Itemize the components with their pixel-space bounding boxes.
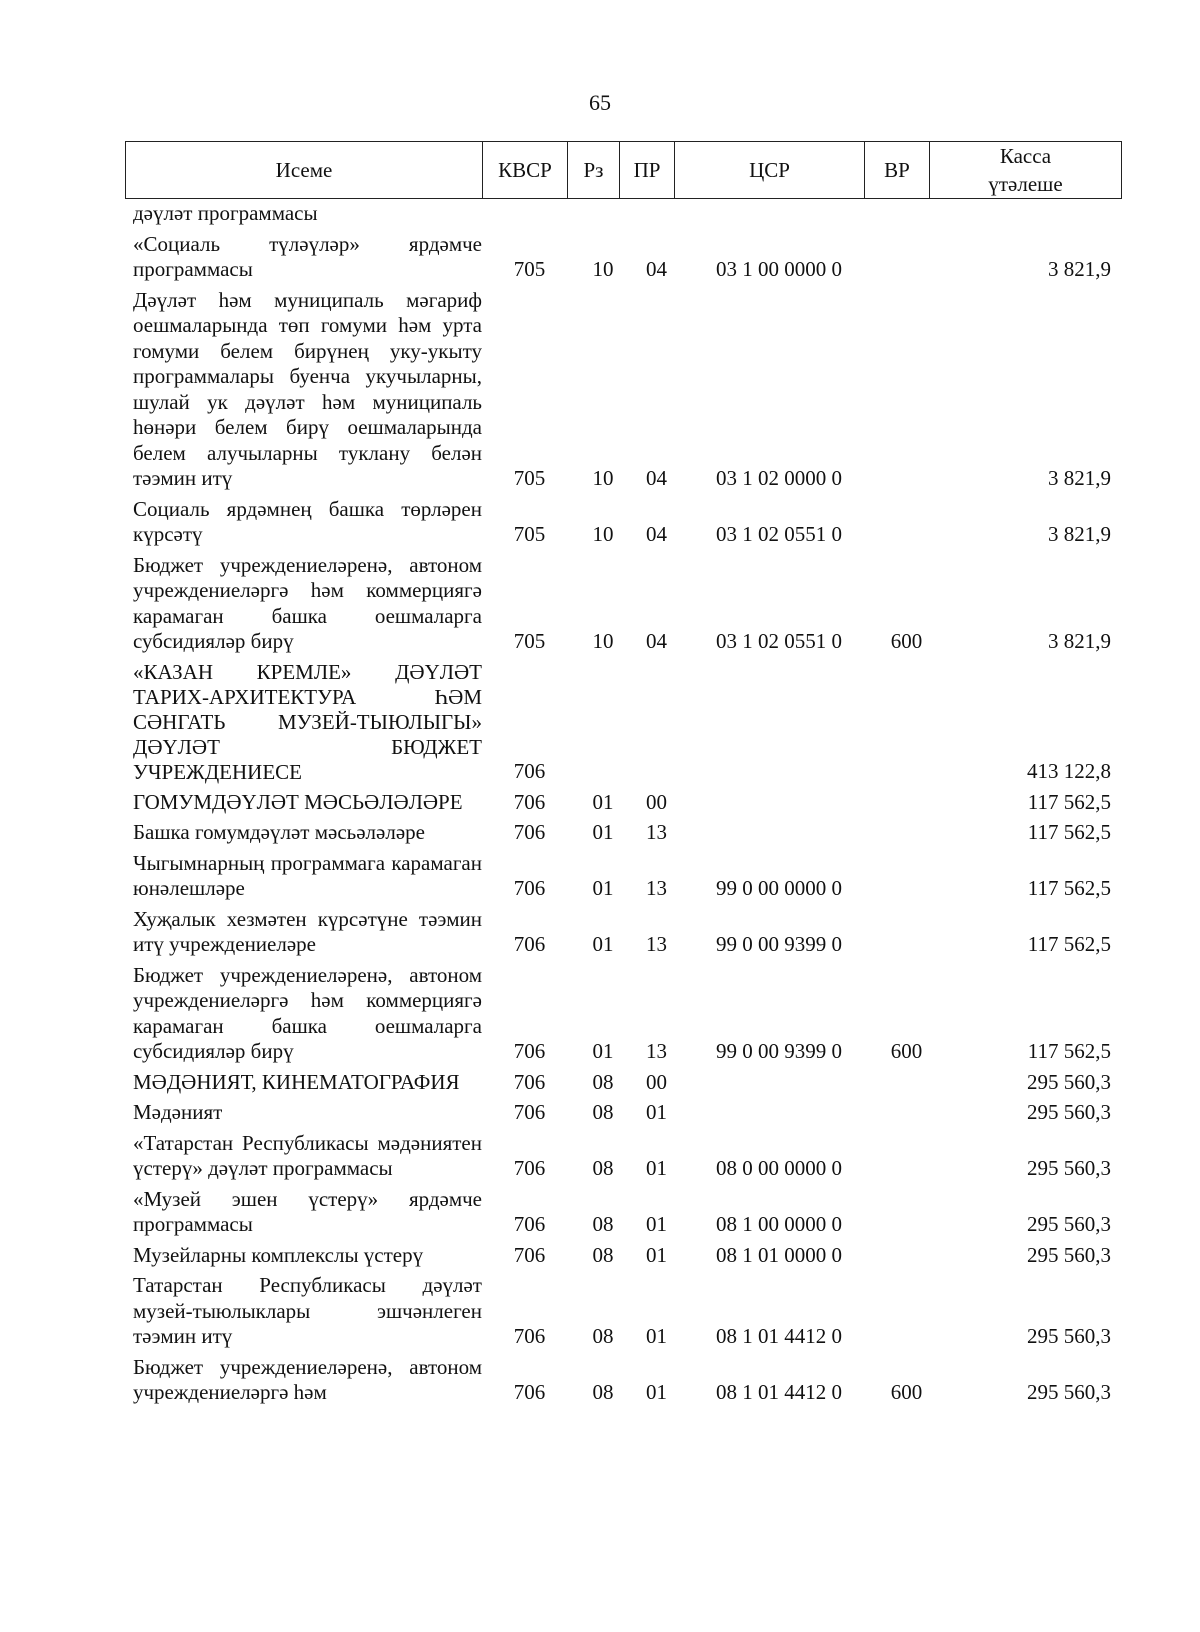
table-row (125, 1100, 1121, 1126)
cell-sum: 3 821,9 (1048, 257, 1111, 281)
cell-vr: 600 (890, 1380, 923, 1404)
cell-kvsr: 706 (513, 759, 546, 783)
table-row (125, 1355, 1121, 1406)
table-row (125, 851, 1121, 902)
cell-kvsr: 706 (513, 1242, 546, 1267)
cell-sum: 295 560,3 (1027, 1242, 1111, 1267)
cell-rz: 10 (592, 257, 614, 281)
cell-csr: 99 0 00 0000 0 (716, 876, 842, 900)
cell-rz: 08 (592, 1242, 614, 1267)
cell-sum: 117 562,5 (1027, 932, 1111, 956)
cell-kvsr: 706 (513, 820, 546, 844)
cell-rz: 01 (592, 932, 614, 956)
cell-name: Социаль ярдәмнең башка төрләрен күрсәтү (133, 496, 482, 546)
table-body (125, 201, 1121, 1411)
page-number: 65 (589, 90, 611, 115)
cell-name: МӘДӘНИЯТ, КИНЕМАТОГРАФИЯ (133, 1070, 460, 1094)
cell-sum: 117 562,5 (1027, 876, 1111, 900)
cell-csr: 99 0 00 9399 0 (716, 932, 842, 956)
cell-rz: 08 (592, 1324, 614, 1348)
cell-name: «Социаль түләүләр» ярдәмче программасы (133, 231, 482, 281)
cell-pr: 01 (646, 1156, 667, 1180)
cell-csr: 08 1 01 4412 0 (716, 1324, 842, 1348)
cell-sum: 117 562,5 (1027, 820, 1111, 844)
cell-sum: 3 821,9 (1048, 466, 1111, 490)
cell-sum: 295 560,3 (1027, 1100, 1111, 1124)
cell-rz: 01 (592, 789, 614, 814)
table-row (125, 1243, 1121, 1269)
cell-csr: 08 1 01 0000 0 (716, 1242, 842, 1267)
cell-pr: 04 (646, 522, 667, 546)
cell-name: «Татарстан Республикасы мәдәниятен үстерү» дәүләт программасы (133, 1130, 482, 1180)
cell-name: Татарстан Республикасы дәүләт музей-тыюлыклары эшчәнлеген тәэмин итү (133, 1273, 482, 1348)
cell-pr: 04 (646, 257, 667, 281)
cell-sum: 295 560,3 (1027, 1324, 1111, 1348)
cell-rz: 08 (592, 1156, 614, 1180)
cell-kvsr: 705 (513, 257, 546, 281)
header-sum-line2: үтәлеше (988, 172, 1063, 196)
cell-name: Музейларны комплекслы үстерү (133, 1242, 424, 1267)
table-row (125, 1070, 1121, 1096)
table-row (125, 907, 1121, 958)
cell-sum: 295 560,3 (1027, 1212, 1111, 1236)
cell-name: Чыгымнарның программага карамаган юнәлешләре (133, 850, 482, 900)
cell-name: «Музей эшен үстерү» ярдәмче программасы (133, 1186, 482, 1236)
cell-rz: 08 (592, 1380, 614, 1404)
cell-sum: 117 562,5 (1027, 1039, 1111, 1063)
cell-pr: 01 (646, 1242, 667, 1267)
cell-rz: 10 (592, 466, 614, 490)
cell-kvsr: 706 (513, 932, 546, 956)
cell-csr: 03 1 02 0551 0 (716, 629, 842, 653)
cell-pr: 13 (646, 876, 667, 900)
header-sum-line1: Касса (999, 144, 1052, 168)
cell-csr: 99 0 00 9399 0 (716, 1039, 842, 1063)
cell-kvsr: 706 (513, 876, 546, 900)
header-pr: ПР (620, 142, 675, 199)
cell-csr: 08 1 00 0000 0 (716, 1212, 842, 1236)
cell-csr: 08 0 00 0000 0 (716, 1156, 842, 1180)
table-row (125, 232, 1121, 283)
cell-name: Бюджет учреждениеләренә, автоном учреждениеләргә һәм (133, 1354, 482, 1404)
cell-pr: 01 (646, 1212, 667, 1236)
cell-pr: 13 (646, 1039, 667, 1063)
cell-rz: 10 (592, 629, 614, 653)
cell-rz: 08 (592, 1212, 614, 1236)
cell-kvsr: 706 (513, 1039, 546, 1063)
table-row (125, 820, 1121, 846)
cell-name: Мәдәният (133, 1100, 223, 1124)
cell-vr: 600 (890, 1039, 923, 1063)
cell-kvsr: 706 (513, 1100, 546, 1124)
cell-csr: 03 1 00 0000 0 (716, 257, 842, 281)
cell-sum: 3 821,9 (1048, 522, 1111, 546)
cell-kvsr: 706 (513, 1069, 546, 1094)
cell-name: ГОМУМДӘҮЛӘТ МӘСЬӘЛӘЛӘРЕ (133, 790, 463, 814)
cell-csr: 08 1 01 4412 0 (716, 1380, 842, 1404)
table-row (125, 1187, 1121, 1238)
cell-pr: 04 (646, 466, 667, 490)
header-csr: ЦСР (675, 142, 865, 199)
cell-kvsr: 706 (513, 1324, 546, 1348)
cell-pr: 04 (646, 629, 667, 653)
cell-name: Бюджет учреждениеләренә, автоном учреждениеләргә һәм коммерциягә карамаган башка оешмаларга субсидияләр бирү (133, 962, 482, 1063)
cell-csr: 03 1 02 0551 0 (716, 522, 842, 546)
cell-pr: 00 (646, 1069, 667, 1094)
table-row (125, 497, 1121, 548)
table-row (125, 553, 1121, 655)
header-rz: Рз (568, 142, 620, 199)
cell-kvsr: 706 (513, 1156, 546, 1180)
cell-name: дәүләт программасы (133, 201, 318, 225)
cell-rz: 08 (592, 1100, 614, 1124)
cell-kvsr: 706 (513, 1380, 546, 1404)
cell-sum: 413 122,8 (1027, 759, 1111, 783)
cell-sum: 295 560,3 (1027, 1156, 1111, 1180)
table-row (125, 1131, 1121, 1182)
header-name: Исеме (126, 142, 483, 199)
table-header (125, 141, 1122, 199)
cell-csr: 03 1 02 0000 0 (716, 466, 842, 490)
cell-rz: 01 (592, 876, 614, 900)
cell-sum: 117 562,5 (1027, 789, 1111, 814)
cell-sum: 295 560,3 (1027, 1069, 1111, 1094)
cell-pr: 01 (646, 1324, 667, 1348)
table-row (125, 790, 1121, 816)
header-sum (930, 142, 1122, 199)
cell-rz: 01 (592, 820, 614, 844)
cell-pr: 00 (646, 789, 667, 814)
table-row (125, 288, 1121, 492)
cell-vr: 600 (890, 629, 923, 653)
table-row (125, 1273, 1121, 1350)
cell-rz: 01 (592, 1039, 614, 1063)
cell-name: Хуҗалык хезмәтен күрсәтүне тәэмин итү учреждениеләре (133, 906, 482, 956)
cell-name: «КАЗАН КРЕМЛЕ» ДӘҮЛӘТ ТАРИХ-АРХИТЕКТУРА ҺӘМ СӘНГАТЬ МУЗЕЙ-ТЫЮЛЫГЫ» ДӘҮЛӘТ БЮДЖЕТ УЧРЕЖДЕНИЕСЕ (133, 659, 482, 784)
cell-name: Бюджет учреждениеләренә, автоном учреждениеләргә һәм коммерциягә карамаган башка оешмаларга субсидияләр бирү (133, 552, 482, 653)
cell-kvsr: 705 (513, 522, 546, 546)
header-kvsr: КВСР (483, 142, 568, 199)
table-row (125, 963, 1121, 1065)
cell-rz: 10 (592, 522, 614, 546)
table-row (125, 201, 1121, 227)
cell-kvsr: 706 (513, 789, 546, 814)
cell-kvsr: 705 (513, 466, 546, 490)
cell-kvsr: 705 (513, 629, 546, 653)
cell-name: Дәүләт һәм муниципаль мәгариф оешмаларында төп гомуми һәм урта гомуми белем бирүнең уку-укыту программалары буенча укучыларны, шулай ук дәүләт һәм муниципаль һөнәри белем бирү оешмаларында белем алучыларны туклану белән тәэмин итү (133, 287, 482, 490)
cell-pr: 13 (646, 820, 667, 844)
table-row (125, 660, 1121, 785)
header-vr: ВР (865, 142, 930, 199)
cell-pr: 13 (646, 932, 667, 956)
cell-pr: 01 (646, 1380, 667, 1404)
cell-pr: 01 (646, 1100, 667, 1124)
cell-sum: 295 560,3 (1027, 1380, 1111, 1404)
cell-rz: 08 (592, 1069, 614, 1094)
cell-kvsr: 706 (513, 1212, 546, 1236)
cell-sum: 3 821,9 (1048, 629, 1111, 653)
cell-name: Башка гомумдәүләт мәсьәләләре (133, 820, 425, 844)
